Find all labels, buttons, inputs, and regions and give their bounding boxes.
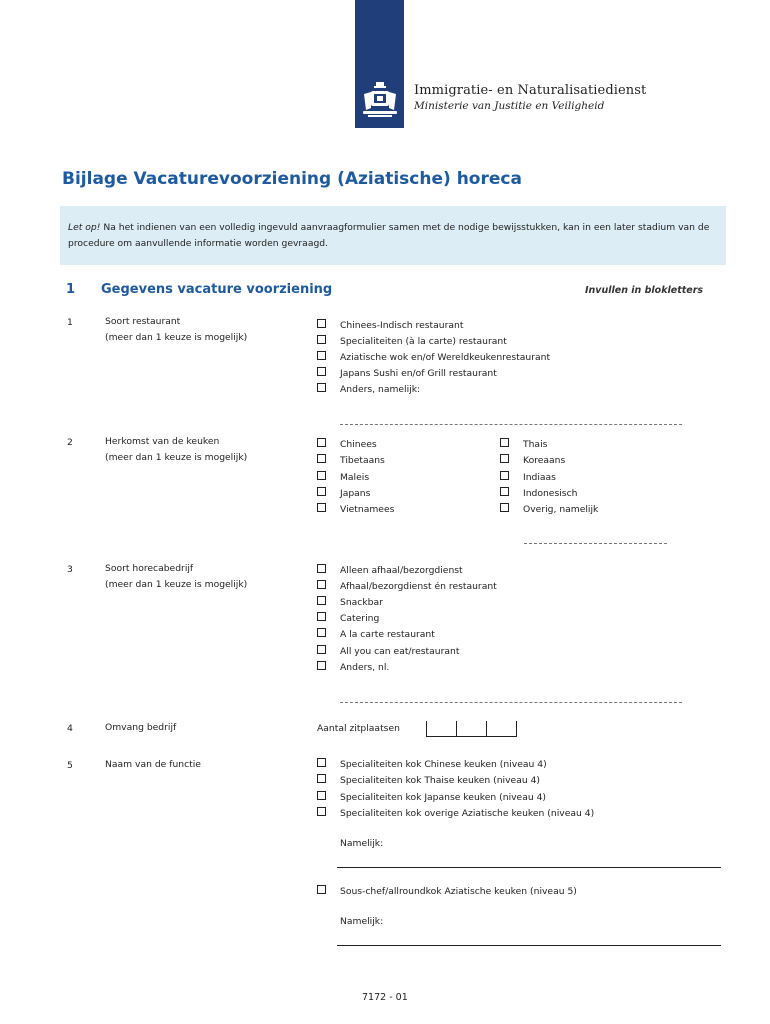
q2-option-label: Chinees [340, 438, 377, 450]
q2-label [105, 434, 247, 466]
checkbox[interactable] [317, 319, 326, 328]
page-title: Bijlage Vacaturevoorziening (Aziatische) horeca [62, 169, 522, 189]
ministry-wordmark [414, 83, 646, 112]
q2-option-label: Japans [340, 487, 371, 499]
crest-icon [360, 80, 400, 120]
q2-option-label: Maleis [340, 471, 370, 483]
checkbox[interactable] [317, 596, 326, 605]
q1-option-label: Chinees-Indisch restaurant [340, 319, 464, 331]
namelijk-field-2[interactable] [337, 945, 721, 946]
q2-option[interactable] [317, 437, 377, 451]
q3-option-label: All you can eat/restaurant [340, 645, 460, 657]
checkbox[interactable] [317, 645, 326, 654]
checkbox[interactable] [500, 438, 509, 447]
checkbox[interactable] [317, 807, 326, 816]
checkbox[interactable] [317, 471, 326, 480]
checkbox[interactable] [317, 351, 326, 360]
q3-option[interactable] [317, 563, 463, 577]
namelijk-field[interactable] [337, 867, 721, 868]
q1-sublabel: (meer dan 1 keuze is mogelijk) [105, 332, 248, 343]
q2-option[interactable] [317, 470, 369, 484]
checkbox[interactable] [500, 487, 509, 496]
q3-label [105, 561, 247, 593]
q2-option[interactable] [500, 486, 577, 500]
checkbox[interactable] [317, 367, 326, 376]
notice-emphasis: Let op! [68, 222, 101, 233]
checkbox[interactable] [317, 661, 326, 670]
notice-box [60, 206, 726, 265]
namelijk-label-2: Namelijk: [340, 916, 384, 927]
seats-label: Aantal zitplaatsen [317, 723, 400, 734]
q3-option-label: Snackbar [340, 596, 383, 608]
q1-option[interactable] [317, 366, 497, 380]
q3-option[interactable] [317, 595, 383, 609]
q5-option[interactable] [317, 806, 594, 820]
section-number: 1 [66, 282, 76, 297]
checkbox[interactable] [317, 885, 326, 894]
q2-other-field[interactable] [524, 543, 667, 544]
q3-option[interactable] [317, 660, 389, 674]
q3-option-label: A la carte restaurant [340, 628, 435, 640]
q1-option[interactable] [317, 350, 550, 364]
q3-option-label: Anders, nl. [340, 661, 390, 673]
q2-label-text: Herkomst van de keuken [105, 436, 220, 447]
section-hint: Invullen in blokletters [585, 285, 704, 296]
q2-option-label: Indonesisch [523, 487, 578, 499]
q5-option-label: Specialiteiten kok Japanse keuken (niveau 4) [340, 791, 547, 803]
q1-option[interactable] [317, 382, 420, 396]
q4-number: 4 [67, 723, 73, 734]
notice-text: Na het indienen van een volledig ingevuld aanvraagformulier samen met de nodige bewijsstukken, kan in een later stadium van de procedure om aanvullende informatie worden gevraagd. [68, 222, 710, 249]
form-code: 7172 - 01 [362, 992, 408, 1003]
q1-option-label: Aziatische wok en/of Wereldkeukenrestaurant [340, 351, 551, 363]
q2-option[interactable] [317, 453, 385, 467]
q2-option-label: Thais [523, 438, 548, 450]
ministry-name: Ministerie van Justitie en Veiligheid [414, 100, 605, 112]
q1-number: 1 [67, 317, 73, 328]
q3-option-label: Afhaal/bezorgdienst én restaurant [340, 580, 497, 592]
q1-label [105, 314, 247, 346]
q2-option-label: Indiaas [523, 471, 556, 483]
q2-option[interactable] [500, 437, 547, 451]
q2-option[interactable] [500, 453, 565, 467]
q2-option[interactable] [500, 470, 556, 484]
q3-other-field[interactable] [340, 702, 682, 703]
checkbox[interactable] [500, 454, 509, 463]
q5-option-label: Specialiteiten kok overige Aziatische keuken (niveau 4) [340, 807, 595, 819]
q3-option-label: Alleen afhaal/bezorgdienst [340, 564, 463, 576]
q5-label: Naam van de functie [105, 759, 201, 770]
q1-option-label: Specialiteiten (à la carte) restaurant [340, 335, 507, 347]
checkbox[interactable] [317, 487, 326, 496]
q2-option[interactable] [500, 502, 598, 516]
q2-option[interactable] [317, 486, 370, 500]
q2-option-label: Koreaans [523, 454, 566, 466]
q2-option-label: Tibetaans [340, 454, 385, 466]
digit-divider [456, 721, 457, 737]
checkbox[interactable] [317, 628, 326, 637]
q1-option-label: Anders, namelijk: [340, 383, 421, 395]
checkbox[interactable] [317, 564, 326, 573]
q3-number: 3 [67, 564, 73, 575]
checkbox[interactable] [317, 791, 326, 800]
org-name: Immigratie- en Naturalisatiedienst [414, 83, 647, 98]
digit-baseline [426, 736, 516, 737]
checkbox[interactable] [317, 503, 326, 512]
q3-option[interactable] [317, 611, 379, 625]
checkbox[interactable] [500, 471, 509, 480]
q5-option-label: Sous-chef/allroundkok Aziatische keuken (niveau 5) [340, 885, 577, 897]
namelijk-label: Namelijk: [340, 838, 384, 849]
q2-option-label: Overig, namelijk [523, 503, 599, 515]
digit-divider [426, 721, 427, 737]
q5-option[interactable] [317, 757, 547, 771]
q5-option-label: Specialiteiten kok Chinese keuken (niveau 4) [340, 758, 547, 770]
checkbox[interactable] [317, 438, 326, 447]
q1-option[interactable] [317, 334, 507, 348]
q2-option-label: Vietnamees [340, 503, 395, 515]
checkbox[interactable] [317, 454, 326, 463]
q1-option-label: Japans Sushi en/of Grill restaurant [340, 367, 497, 379]
q1-other-field[interactable] [340, 424, 682, 425]
q5-option-extra[interactable] [317, 884, 577, 898]
q3-option[interactable] [317, 627, 435, 641]
checkbox[interactable] [317, 383, 326, 392]
q1-label-text: Soort restaurant [105, 316, 181, 327]
q3-sublabel: (meer dan 1 keuze is mogelijk) [105, 579, 248, 590]
section-title: Gegevens vacature voorziening [101, 282, 333, 297]
q3-label-text: Soort horecabedrijf [105, 563, 194, 574]
checkbox[interactable] [317, 612, 326, 621]
checkbox[interactable] [317, 580, 326, 589]
q4-label: Omvang bedrijf [105, 722, 177, 733]
q5-option-label: Specialiteiten kok Thaise keuken (niveau 4) [340, 774, 541, 786]
q5-number: 5 [67, 760, 73, 771]
q5-option[interactable] [317, 773, 540, 787]
q1-option[interactable] [317, 318, 463, 332]
q5-option[interactable] [317, 790, 546, 804]
q3-option[interactable] [317, 579, 497, 593]
checkbox[interactable] [500, 503, 509, 512]
checkbox[interactable] [317, 335, 326, 344]
digit-divider [516, 721, 517, 737]
q2-option[interactable] [317, 502, 394, 516]
digit-divider [486, 721, 487, 737]
q2-number: 2 [67, 437, 73, 448]
checkbox[interactable] [317, 758, 326, 767]
q2-sublabel: (meer dan 1 keuze is mogelijk) [105, 452, 248, 463]
checkbox[interactable] [317, 774, 326, 783]
q3-option[interactable] [317, 644, 459, 658]
q3-option-label: Catering [340, 612, 380, 624]
